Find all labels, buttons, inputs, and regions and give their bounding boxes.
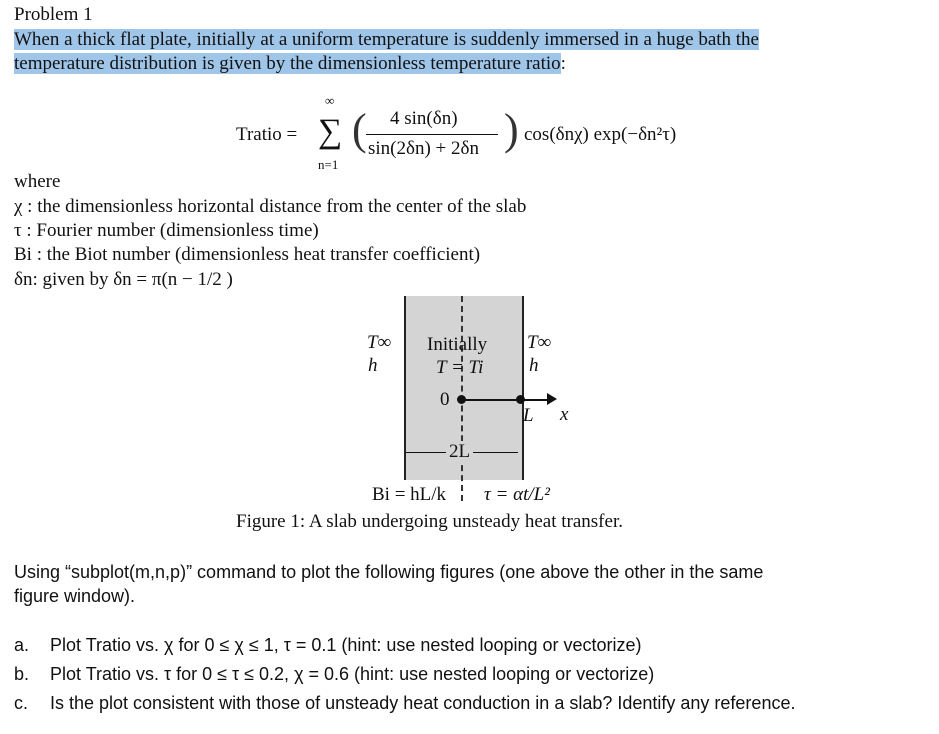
origin-dot	[457, 395, 466, 404]
definition-bi: Bi : the Biot number (dimensionless heat transfer coefficient)	[14, 244, 481, 265]
initially-label: Initially	[427, 334, 488, 355]
biot-formula: Bi = hL/k	[372, 484, 447, 505]
intro-line-2: temperature distribution is given by the dimensionless temperature ratio	[14, 53, 561, 74]
definition-tau: τ : Fourier number (dimensionless time)	[14, 220, 319, 241]
l-label: L	[523, 405, 534, 426]
task-b-marker: b.	[14, 664, 30, 684]
instruction-line-1: Using “subplot(m,n,p)” command to plot the following figures (one above the other in the same	[14, 562, 764, 582]
x-axis	[461, 399, 551, 401]
x-label: x	[560, 404, 569, 425]
sum-sign: ∑	[318, 113, 343, 150]
origin-label: 0	[440, 389, 450, 410]
t-inf-left: T∞	[367, 332, 392, 353]
intro-colon: :	[560, 53, 566, 74]
formula-lhs: Tratio =	[236, 124, 298, 145]
left-paren: (	[352, 105, 367, 154]
denominator: sin(2δn) + 2δn	[368, 138, 479, 159]
h-right: h	[529, 355, 539, 376]
h-left: h	[368, 355, 378, 376]
problem-title: Problem 1	[14, 4, 93, 25]
task-c-marker: c.	[14, 693, 29, 713]
definition-chi: χ : the dimensionless horizontal distance from the center of the slab	[14, 196, 527, 217]
fraction-bar	[366, 134, 498, 135]
sum-lower: n=1	[318, 157, 339, 172]
t-equals-ti: T = Ti	[436, 357, 484, 378]
task-b: Plot Tratio vs. τ for 0 ≤ τ ≤ 0.2, χ = 0.6 (hint: use nested looping or vectorize)	[50, 664, 655, 684]
figure-caption: Figure 1: A slab undergoing unsteady heat transfer.	[236, 511, 623, 532]
two-l-label: 2L	[449, 441, 471, 462]
where-label: where	[14, 171, 61, 192]
sum-upper: ∞	[325, 93, 335, 108]
definition-delta: δn: given by δn = π(n − 1/2 )	[14, 269, 233, 290]
intro-line-1: When a thick flat plate, initially at a uniform temperature is suddenly immersed in a huge bath the	[14, 29, 759, 50]
fourier-formula: τ = αt/L²	[484, 484, 550, 505]
x-arrow-icon	[547, 393, 557, 405]
boundary-dot	[516, 395, 525, 404]
formula-tail: cos(δnχ) exp(−δn²τ)	[524, 124, 677, 145]
right-paren: )	[504, 105, 519, 154]
task-a-marker: a.	[14, 635, 30, 655]
task-a: Plot Tratio vs. χ for 0 ≤ χ ≤ 1, τ = 0.1 (hint: use nested looping or vectorize)	[50, 635, 642, 655]
task-c: Is the plot consistent with those of unsteady heat conduction in a slab? Identify any reference.	[50, 693, 796, 713]
instruction-line-2: figure window).	[14, 586, 136, 606]
t-inf-right: T∞	[527, 332, 552, 353]
numerator: 4 sin(δn)	[390, 108, 458, 129]
